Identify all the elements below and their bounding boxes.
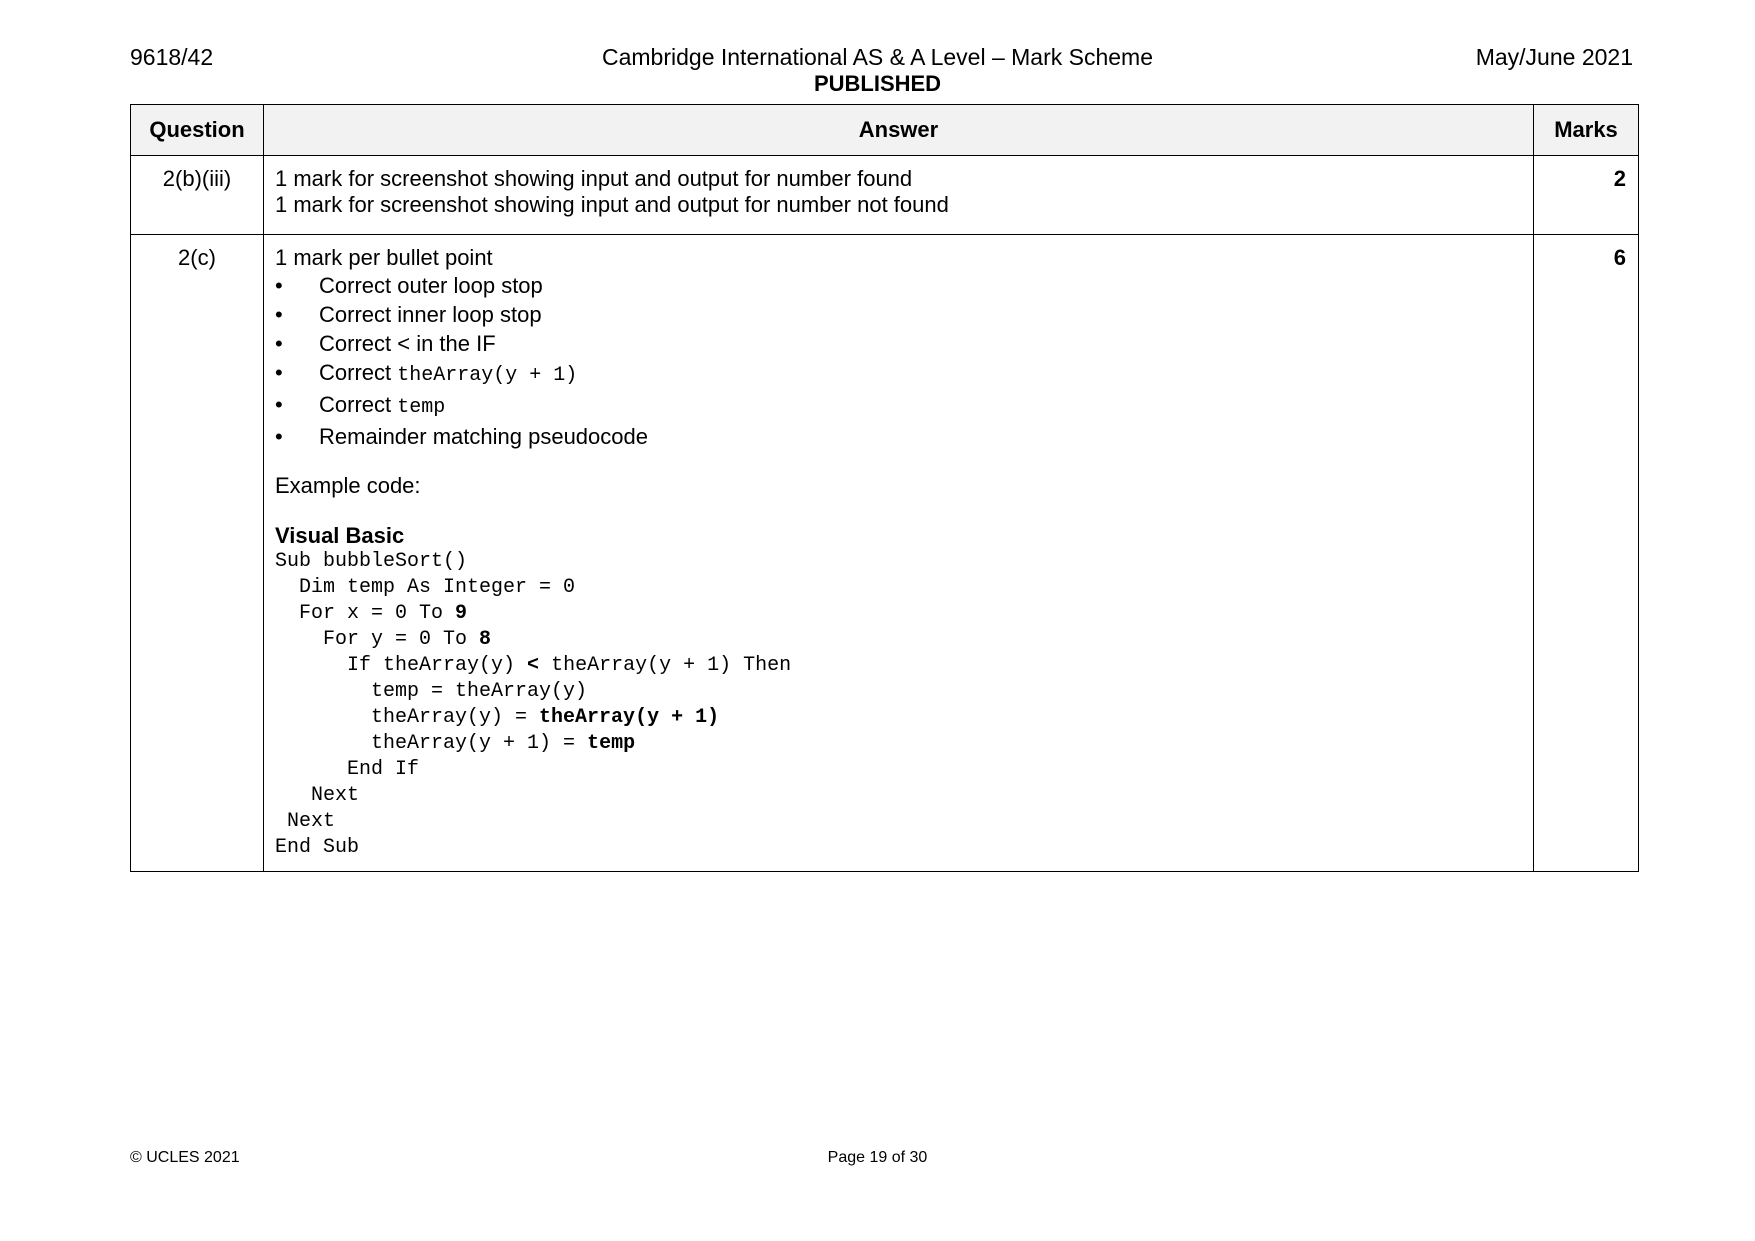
code-line: End Sub	[275, 836, 360, 859]
code-block	[275, 549, 1523, 861]
answer-cell	[264, 156, 1534, 235]
bullet-text: Correct < in the IF	[319, 331, 496, 356]
column-header-answer: Answer	[264, 105, 1534, 156]
list-item	[275, 390, 1523, 422]
answer-line: 1 mark for screenshot showing input and output for number not found	[275, 192, 949, 217]
answer-intro: 1 mark per bullet point	[275, 245, 493, 270]
table-header-row	[131, 105, 1639, 156]
question-number: 2(c)	[131, 235, 264, 872]
column-header-question: Question	[131, 105, 264, 156]
list-item	[275, 422, 1523, 451]
code-line: If theArray(y) < theArray(y + 1) Then	[275, 654, 792, 677]
bullet-code: theArray(y + 1)	[397, 364, 578, 387]
list-item	[275, 329, 1523, 358]
table-row	[131, 156, 1639, 235]
code-line: theArray(y) = theArray(y + 1)	[275, 706, 720, 729]
example-code-label: Example code:	[275, 473, 421, 498]
marks-value: 2	[1534, 156, 1639, 235]
document-subtitle: PUBLISHED	[813, 71, 942, 96]
code-line: For y = 0 To 8	[275, 628, 492, 651]
table-row	[131, 235, 1639, 872]
page-number: Page 19 of 30	[827, 1149, 928, 1166]
answer-cell	[264, 235, 1534, 872]
bullet-text: Correct outer loop stop	[319, 273, 543, 298]
bullet-code: temp	[397, 396, 446, 419]
marks-value: 6	[1534, 235, 1639, 872]
code-line: Next	[275, 784, 360, 807]
code-line: Dim temp As Integer = 0	[275, 576, 576, 599]
bullet-text: Correct	[319, 360, 398, 385]
answer-line: 1 mark for screenshot showing input and output for number found	[275, 166, 913, 191]
language-heading: Visual Basic	[275, 523, 405, 548]
list-item	[275, 300, 1523, 329]
code-line: Next	[275, 810, 336, 833]
list-item	[275, 271, 1523, 300]
bullet-text: Correct	[319, 392, 398, 417]
bullet-text: Correct inner loop stop	[319, 302, 542, 327]
code-line: temp = theArray(y)	[275, 680, 588, 703]
exam-session: May/June 2021	[1475, 44, 1633, 70]
mark-scheme-table	[130, 104, 1639, 872]
bullet-text: Remainder matching pseudocode	[319, 424, 648, 449]
document-title: Cambridge International AS & A Level – Mark Scheme	[601, 44, 1154, 70]
column-header-marks: Marks	[1534, 105, 1639, 156]
code-line: Sub bubbleSort()	[275, 550, 468, 573]
code-line: For x = 0 To 9	[275, 602, 468, 625]
code-line: End If	[275, 758, 420, 781]
list-item	[275, 358, 1523, 390]
code-line: theArray(y + 1) = temp	[275, 732, 636, 755]
question-number: 2(b)(iii)	[131, 156, 264, 235]
copyright-notice: © UCLES 2021	[130, 1149, 240, 1166]
bullet-list	[275, 271, 1523, 451]
paper-code: 9618/42	[130, 44, 214, 70]
